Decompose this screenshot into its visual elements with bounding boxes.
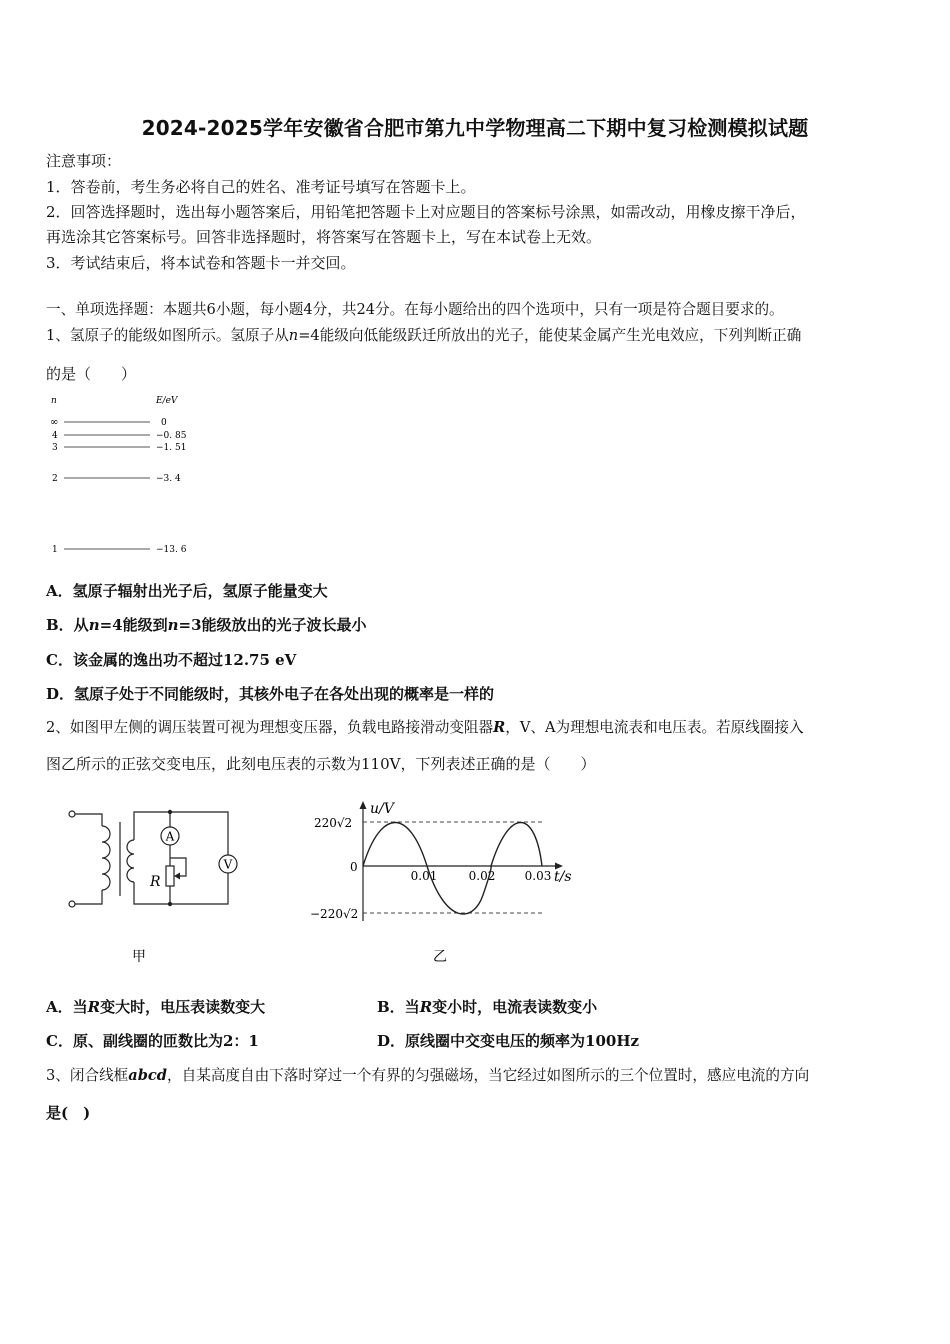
q2-stem-line1 <box>46 718 804 738</box>
q1-stem-line2: 的是（ ） <box>46 365 137 383</box>
q2-stem-text: ，V、A为理想电流表和电压表。若原线圈接入 <box>505 719 804 736</box>
rheostat-resistor <box>166 866 174 886</box>
notice-item: 3．考试结束后，将本试卷和答题卡一并交回。 <box>46 254 356 272</box>
page-title: 2024-2025学年安徽省合肥市第九中学物理高二下期中复习检测模拟试题 <box>141 116 809 140</box>
q2-option-b-var: R <box>419 998 433 1016</box>
sine-wave-curve <box>363 823 542 915</box>
q1-stem-text: =4能级向低能级跃迁所放出的光子，能使某金属产生光电效应，下列判断正确 <box>298 327 802 344</box>
q3-stem-line2: 是( ) <box>46 1104 91 1122</box>
x-tick-1: 0.01 <box>410 869 438 883</box>
q1-option-b-text: B．从 <box>46 616 89 634</box>
secondary-coil <box>127 840 134 882</box>
level-n-4: 4 <box>52 431 58 441</box>
q3-stem-text: ，自某高度自由下落时穿过一个有界的匀强磁场，当它经过如图所示的三个位置时，感应电流的方向 <box>167 1067 810 1084</box>
level-n-2: 2 <box>52 474 58 484</box>
level-n-1: 1 <box>52 545 58 555</box>
sine-voltage-graph <box>310 797 590 972</box>
notice-item: 再选涂其它答案标号。回答非选择题时，将答案写在答题卡上，写在本试卷上无效。 <box>46 228 602 246</box>
q2-option-c: C．原、副线圈的匝数比为2：1 <box>46 1032 259 1050</box>
input-terminal-top <box>69 811 75 817</box>
q2-option-b <box>377 997 597 1017</box>
axis-label-n: n <box>51 396 57 406</box>
q3-stem-line1 <box>46 1066 809 1086</box>
notice-item: 2．回答选择题时，选出每小题答案后，用铅笔把答题卡上对应题目的答案标号涂黑，如需改动，用橡皮擦干净后， <box>46 203 806 221</box>
graph-y-label: u/V <box>370 801 394 817</box>
rheostat-slider-arrow <box>174 873 180 880</box>
secondary-wire-top <box>134 812 228 856</box>
figure-caption-yi: 乙 <box>433 949 447 965</box>
notice-item: 1．答卷前，考生务必将自己的姓名、准考证号填写在答题卡上。 <box>46 178 476 196</box>
q1-option-d: D．氢原子处于不同能级时，其核外电子在各处出现的概率是一样的 <box>46 685 495 703</box>
q2-option-a <box>46 997 265 1017</box>
y-tick-trough: −220√2 <box>310 907 359 921</box>
section-heading: 一、单项选择题：本题共6小题，每小题4分，共24分。在每小题给出的四个选项中，只有一项是符合题目要求的。 <box>46 301 784 318</box>
q2-option-a-text: A．当 <box>46 998 88 1016</box>
q1-var-n: n <box>288 327 299 344</box>
secondary-wire-bottom <box>134 872 228 904</box>
q1-option-a: A．氢原子辐射出光子后，氢原子能量变大 <box>46 582 328 600</box>
q1-option-b <box>46 615 367 635</box>
level-n-3: 3 <box>52 443 58 453</box>
level-e-1: −13. 6 <box>156 545 187 555</box>
q3-var-abcd: abcd <box>128 1067 168 1084</box>
axis-label-energy: E/eV <box>156 396 178 406</box>
q1-stem-text: 1、氢原子的能级如图所示。氢原子从 <box>46 327 289 344</box>
primary-wire-bottom <box>75 890 102 904</box>
level-e-4: −0. 85 <box>156 431 187 441</box>
q2-stem-line2: 图乙所示的正弦交变电压，此刻电压表的示数为110V，下列表述正确的是（ ） <box>46 755 596 773</box>
resistor-label: R <box>150 874 161 890</box>
primary-coil <box>102 826 110 890</box>
level-e-2: −3. 4 <box>156 474 181 484</box>
q1-option-b-var: n <box>167 616 179 634</box>
graph-x-label: t/s <box>554 869 572 885</box>
q1-option-b-text: =3能级放出的光子波长最小 <box>178 616 367 634</box>
graph-y-axis-arrow <box>360 801 367 809</box>
q1-stem-line1 <box>46 326 801 346</box>
q2-stem-text: 2、如图甲左侧的调压装置可视为理想变压器，负载电路接滑动变阻器 <box>46 719 494 736</box>
q2-option-d: D．原线圈中交变电压的频率为100Hz <box>377 1032 640 1050</box>
q2-option-a-var: R <box>87 998 101 1016</box>
q1-option-b-text: =4能级到 <box>99 616 168 634</box>
transformer-circuit-figure <box>62 800 247 970</box>
q2-option-a-text: 变大时，电压表读数变大 <box>100 998 266 1016</box>
q2-option-b-text: 变小时，电流表读数变小 <box>432 998 598 1016</box>
q1-option-b-var: n <box>88 616 100 634</box>
primary-wire-top <box>75 814 102 826</box>
x-tick-2: 0.02 <box>468 869 496 883</box>
level-e-inf: 0 <box>161 418 167 428</box>
energy-level-diagram <box>44 392 204 560</box>
level-n-inf: ∞ <box>50 417 59 428</box>
figure-caption-jia: 甲 <box>132 949 146 965</box>
voltmeter-label: V <box>223 857 233 872</box>
input-terminal-bottom <box>69 901 75 907</box>
notice-heading: 注意事项： <box>46 152 122 170</box>
q2-option-b-text: B．当 <box>377 998 420 1016</box>
q2-var-r: R <box>493 719 506 736</box>
y-tick-peak: 220√2 <box>314 816 353 830</box>
origin-label: 0 <box>350 860 358 874</box>
level-e-3: −1. 51 <box>156 443 187 453</box>
x-tick-3: 0.03 <box>524 869 552 883</box>
q1-option-c: C．该金属的逸出功不超过12.75 eV <box>46 651 297 669</box>
q3-stem-text: 3、闭合线框 <box>46 1067 129 1084</box>
ammeter-label: A <box>165 829 175 844</box>
